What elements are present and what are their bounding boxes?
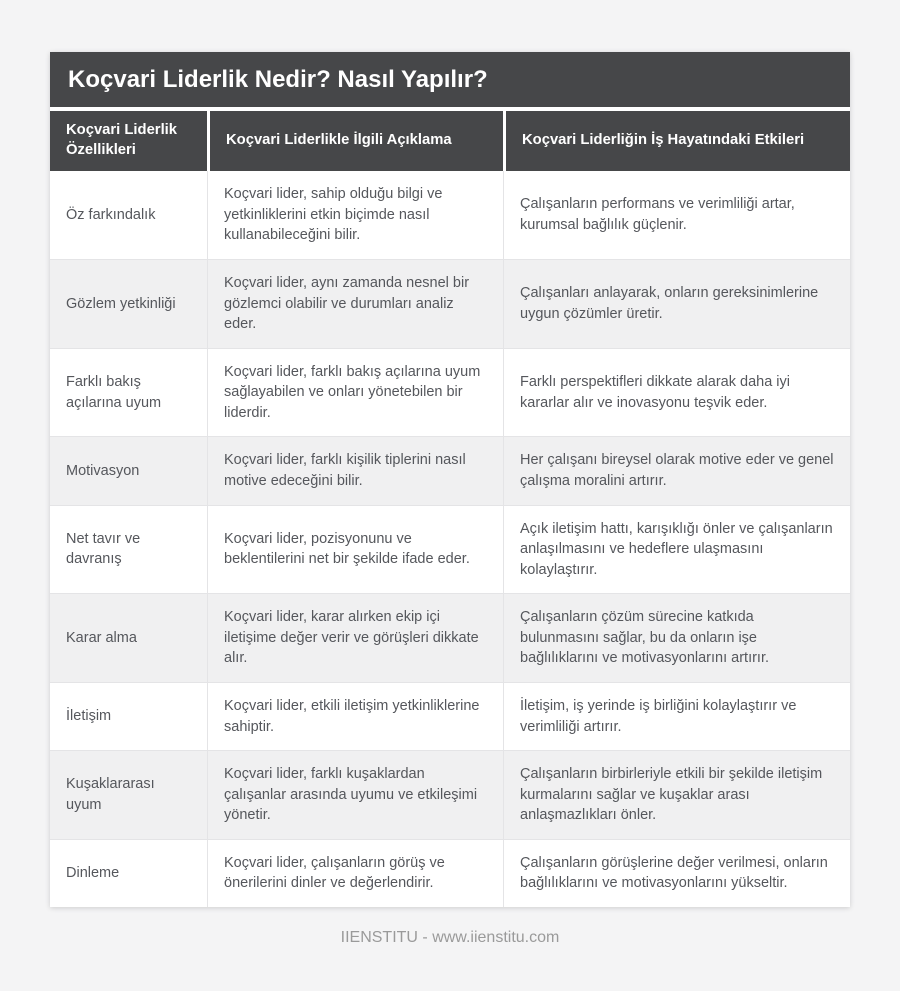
impact-cell: Çalışanların performans ve verimliliği artar, kurumsal bağlılık güçlenir. [503,171,850,259]
column-header-description: Koçvari Liderlikle İlgili Açıklama [207,111,503,171]
footer-credit: IIENSTITU - www.iienstitu.com [340,929,560,947]
leadership-table-card [50,52,850,907]
description-cell: Koçvari lider, pozisyonunu ve beklentilerini net bir şekilde ifade eder. [207,505,503,594]
description-cell: Koçvari lider, farklı bakış açılarına uyum sağlayabilen ve onları yönetebilen bir liderdir. [207,348,503,437]
header-row [50,111,850,171]
column-header-impact: Koçvari Liderliğin İş Hayatındaki Etkileri [503,111,850,171]
table-row [50,348,850,437]
description-cell: Koçvari lider, farklı kuşaklardan çalışanlar arasında uyumu ve etkileşimi yönetir. [207,750,503,839]
impact-cell: Çalışanların görüşlerine değer verilmesi, onların bağlılıklarını ve motivasyonlarını yükseltir. [503,839,850,907]
impact-cell: Farklı perspektifleri dikkate alarak daha iyi kararlar alır ve inovasyonu teşvik eder. [503,348,850,437]
impact-cell: Çalışanların çözüm sürecine katkıda bulunmasını sağlar, bu da onların işe bağlılıklarını ve motivasyonlarını artırır. [503,593,850,682]
leadership-table [50,111,850,907]
table-row [50,436,850,504]
feature-cell: Motivasyon [50,436,207,504]
table-row [50,259,850,348]
impact-cell: Açık iletişim hattı, karışıklığı önler ve çalışanların anlaşılmasını ve hedeflere ulaşmasını kolaylaştırır. [503,505,850,594]
impact-cell: Her çalışanı bireysel olarak motive eder ve genel çalışma moralini artırır. [503,436,850,504]
description-cell: Koçvari lider, karar alırken ekip içi iletişime değer verir ve görüşleri dikkate alır. [207,593,503,682]
feature-cell: İletişim [50,682,207,750]
feature-cell: Gözlem yetkinliği [50,259,207,348]
feature-cell: Dinleme [50,839,207,907]
page-title: Koçvari Liderlik Nedir? Nasıl Yapılır? [50,52,850,107]
feature-cell: Net tavır ve davranış [50,505,207,594]
table-row [50,171,850,259]
description-cell: Koçvari lider, aynı zamanda nesnel bir gözlemci olabilir ve durumları analiz eder. [207,259,503,348]
description-cell: Koçvari lider, farklı kişilik tiplerini nasıl motive edeceğini bilir. [207,436,503,504]
table-body [50,171,850,907]
table-row [50,839,850,907]
column-header-features: Koçvari Liderlik Özellikleri [50,111,207,171]
description-cell: Koçvari lider, çalışanların görüş ve önerilerini dinler ve değerlendirir. [207,839,503,907]
impact-cell: İletişim, iş yerinde iş birliğini kolaylaştırır ve verimliliği artırır. [503,682,850,750]
table-row [50,750,850,839]
feature-cell: Farklı bakış açılarına uyum [50,348,207,437]
table-row [50,682,850,750]
impact-cell: Çalışanları anlayarak, onların gereksinimlerine uygun çözümler üretir. [503,259,850,348]
description-cell: Koçvari lider, sahip olduğu bilgi ve yetkinliklerini etkin biçimde nasıl kullanabileceğini bilir. [207,171,503,259]
table-row [50,593,850,682]
feature-cell: Öz farkındalık [50,171,207,259]
table-row [50,505,850,594]
feature-cell: Karar alma [50,593,207,682]
description-cell: Koçvari lider, etkili iletişim yetkinliklerine sahiptir. [207,682,503,750]
feature-cell: Kuşaklararası uyum [50,750,207,839]
impact-cell: Çalışanların birbirleriyle etkili bir şekilde iletişim kurmalarını sağlar ve kuşaklar arası anlaşmazlıkları önler. [503,750,850,839]
